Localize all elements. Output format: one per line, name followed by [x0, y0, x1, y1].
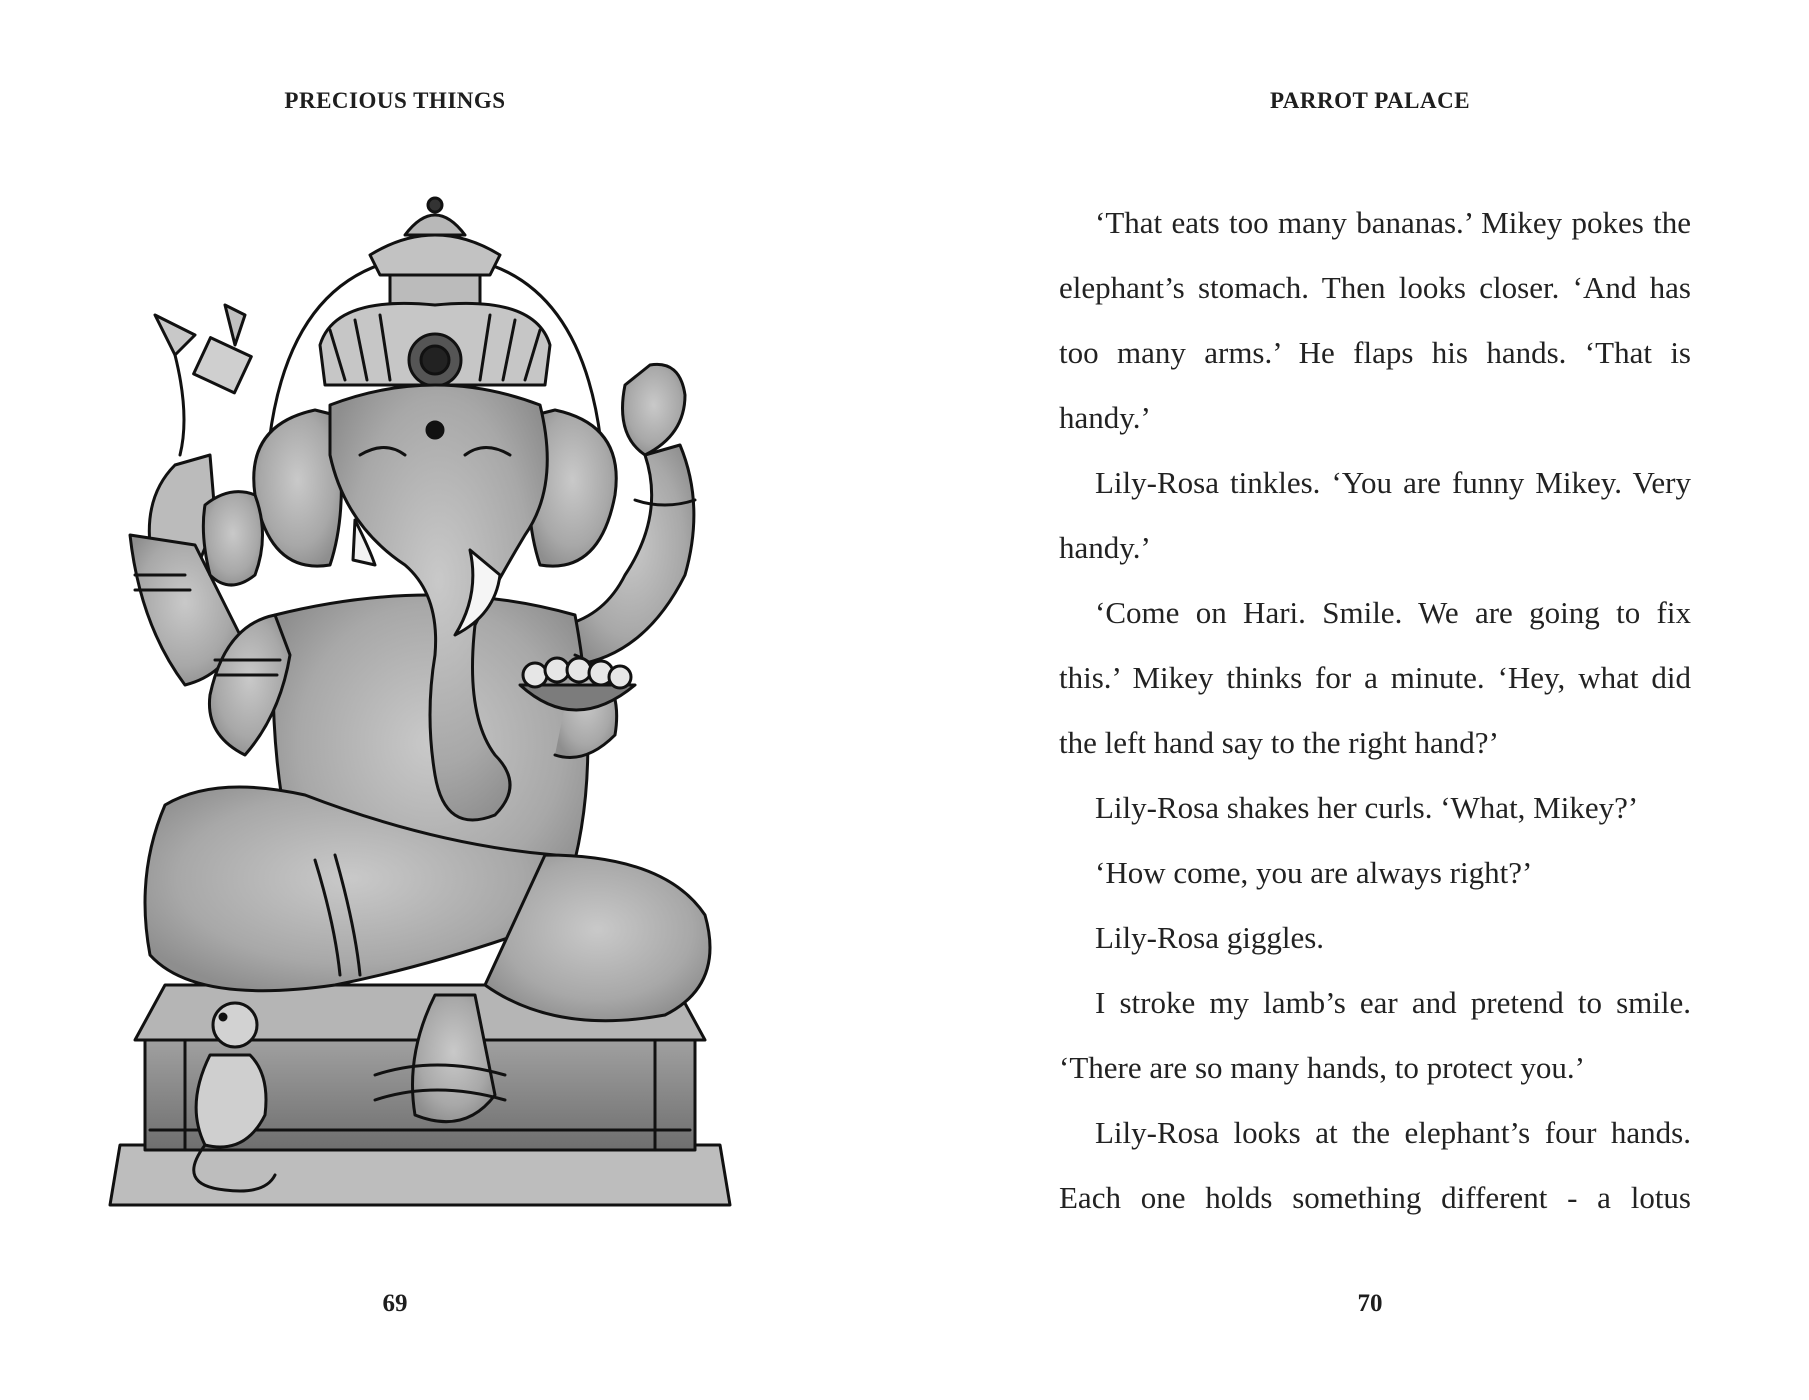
- page-number-right: 70: [1357, 1290, 1383, 1317]
- paragraph-3: ‘Come on Hari. Smile. We are going to fix this.’ Mikey thinks for a minute. ‘Hey, what did the left hand say to the right hand?’: [1059, 595, 1691, 760]
- paragraph-4: Lily-Rosa shakes her curls. ‘What, Mikey?’: [1095, 790, 1639, 825]
- paragraph-7: I stroke my lamb’s ear and pretend to smile. ‘There are so many hands, to protect you.’: [1059, 985, 1691, 1085]
- paragraph-5: ‘How come, you are always right?’: [1095, 855, 1533, 890]
- page-number-left: 69: [382, 1290, 408, 1317]
- running-head-left: PRECIOUS THINGS: [284, 88, 506, 113]
- paragraph-1: ‘That eats too many bananas.’ Mikey pokes the elephant’s stomach. Then looks closer. ‘And has too many arms.’ He flaps his hands. ‘That is handy.’: [1059, 205, 1691, 435]
- running-head-right: PARROT PALACE: [1269, 88, 1471, 113]
- paragraph-6: Lily-Rosa giggles.: [1095, 920, 1325, 955]
- body-text: [1059, 190, 1691, 1230]
- paragraph-2: Lily-Rosa tinkles. ‘You are funny Mikey. Very handy.’: [1059, 465, 1691, 565]
- right-page: [905, 0, 1809, 1400]
- ganesha-statue-illustration: [105, 155, 845, 1230]
- paragraph-8: Lily-Rosa looks at the elephant’s four hands. Each one holds something different - a lotus: [1059, 1115, 1691, 1215]
